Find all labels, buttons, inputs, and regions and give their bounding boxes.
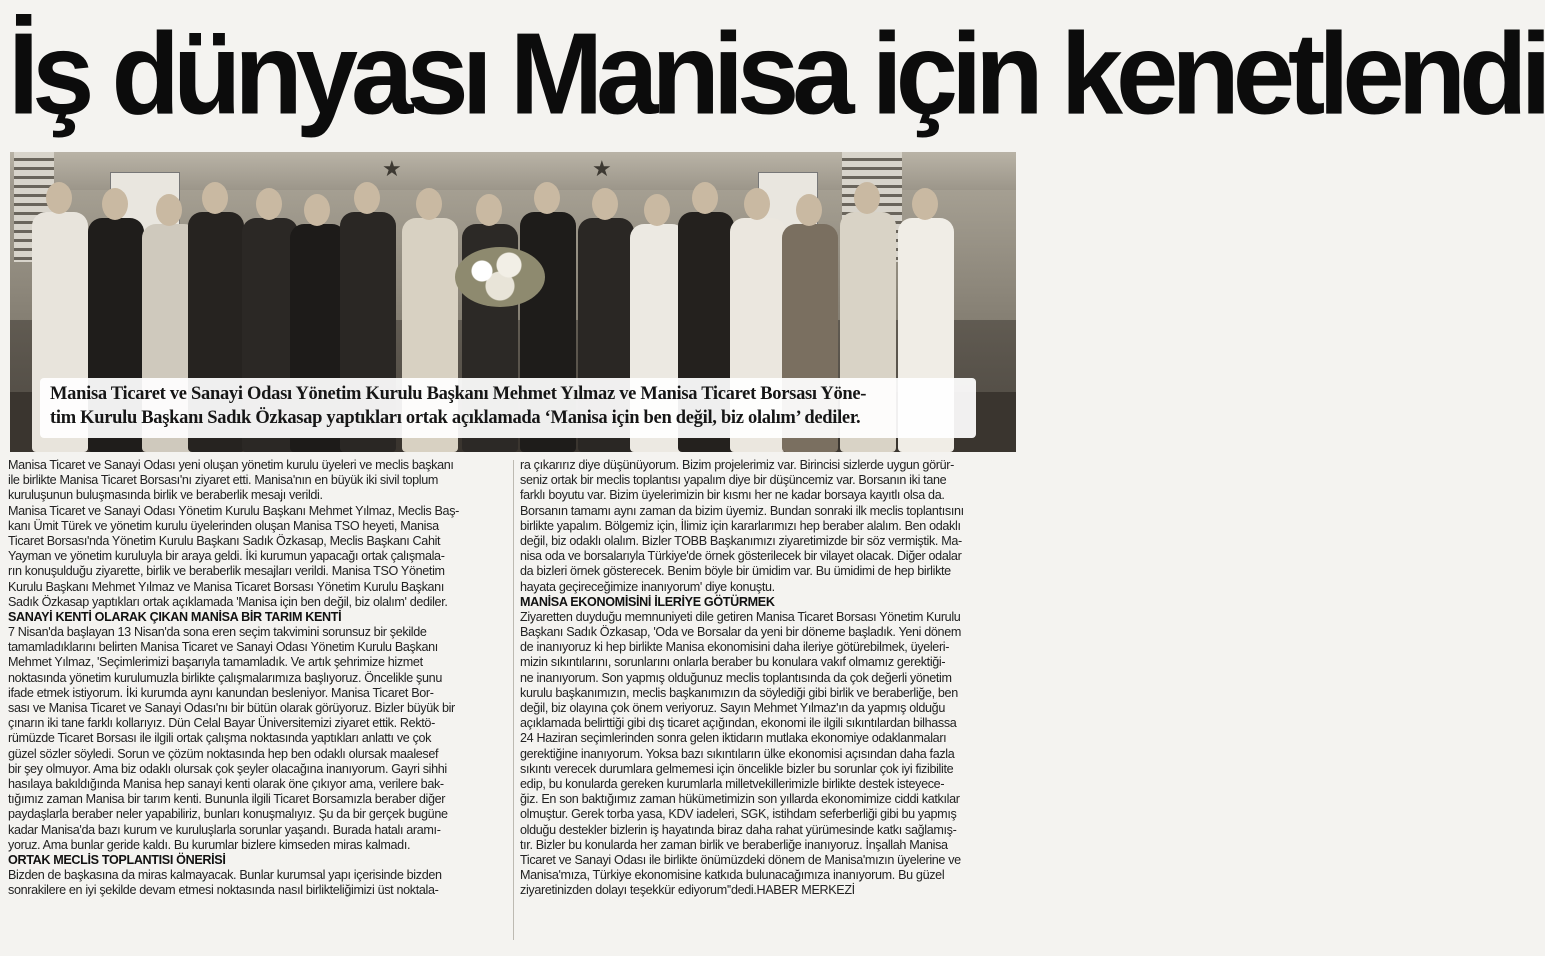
article-text-line: 7 Nisan'da başlayan 13 Nisan'da sona eren seçim takvimini sorunsuz bir şekilde [8,625,427,640]
article-subheading: ORTAK MECLİS TOPLANTISI ÖNERİSİ [8,852,226,867]
photo-person-head [796,194,822,226]
photo-person-head [156,194,182,226]
photo-person-head [476,194,502,226]
article-text-line: yoruz. Ama bunlar geride kaldı. Bu kurumlar bizlere kimseden miras kalmadı. [8,837,411,852]
article-text-line: Ziyaretten duyduğu memnuniyeti dile getiren Manisa Ticaret Borsası Yönetim Kurulu [520,609,961,624]
article-text-line: tamamladıklarını belirten Manisa Ticaret ve Sanayi Odası Yönetim Kurulu Başkanı [8,640,438,655]
photo-person-head [592,188,618,220]
caption-line: tim Kurulu Başkanı Sadık Özkasap yaptıkları ortak açıklamada ‘Manisa için ben değil, biz olalım’ dediler. [50,408,861,428]
photo-star-decoration: ★ [382,156,402,181]
article-text-line: nisa oda ve borsalarıyla Türkiye'de örnek gösterilecek bir vilayet olacak. Diğer odalar [520,549,962,564]
article-text-line: ne inanıyorum. Son yapmış olduğunuz meclis toplantısında da çok değerli yönetim [520,670,952,685]
photo-person-head [912,188,938,220]
photo-caption [40,378,976,438]
article-text-line: olmuştur. Gerek torba yasa, KDV iadeleri, SGK, istihdam seferberliği gibi bu yapmış [520,807,957,822]
headline: İş dünyası Manisa için kenetlendi [8,8,1545,139]
article-text-line: ğiz. En son baktığımız zaman hükümetimizin son yıllarda ekonomimize ciddi katkılar [520,792,960,807]
photo-person-head [644,194,670,226]
article-text-line: edip, bu konularda gereken kurumlarla milletvekillerimizle birlikte destek isteyece- [520,776,945,791]
article-column-left [8,458,508,898]
article-text-line: Ticaret Borsası'nda Yönetim Kurulu Başkanı Sadık Özkasap, Meclis Başkanı Cahit [8,533,441,548]
article-text-line: tığımız zaman Manisa bir tarım kenti. Bununla ilgili Ticaret Borsamızla beraber diğer [8,792,446,807]
photo-person-head [416,188,442,220]
article-text-line: kanı Ümit Türek ve yönetim kurulu üyelerinden oluşan Manisa TSO heyeti, Manisa [8,518,439,533]
article-text-line: Sadık Özkasap yaptıkları ortak açıklamada 'Manisa için ben değil, biz olalım' dediler. [8,594,448,609]
article-column-right [520,458,1018,898]
article-text-line: Kurulu Başkanı Mehmet Yılmaz ve Manisa Ticaret Borsası Yönetim Kurulu Başkanı [8,579,444,594]
article-text-line: değil, biz olayına çok önem veriyoruz. Sayın Mehmet Yılmaz'ın da yapmış olduğu [520,701,945,715]
article-text-line: açıklamada belirttiği gibi dış ticaret açığından, ekonomi ile ilgili sıkıntılardan bilhassa [520,716,957,731]
article-text-line: rümüzde Ticaret Borsası ile ilgili ortak çalışma noktasında yaptıkları anlattı ve çok [8,731,432,746]
photo-person-head [854,182,880,214]
article-text-line: sonrakilere en iyi şekilde devam etmesi noktasında nasıl birlikteliğimizi üst noktala- [8,883,439,898]
article-text-line: Bizden de başkasına da miras kalmayacak. Bunlar kurumsal yapı içerisinde bizden [8,868,442,883]
article-text-line: güzel sözler söyledi. Sorun ve çözüm noktasında hep ben odaklı olursak maalesef [8,746,439,761]
article-text-line: birlikte yapalım. Bölgemiz için, İlimiz için kararlarımızı hep beraber alalım. Ben odaklı [520,518,961,533]
article-text-line: kuruluşunun buluşmasında birlik ve beraberlik mesajı verildi. [8,488,323,503]
article-text-line: gerektiğine inanıyorum. Yoksa bazı sıkıntıların ülke ekonomisi açısından daha fazla [520,746,955,761]
article-text-line: bir şey olmuyor. Ama biz odaklı olursak çok şeyler olacağına inanıyorum. Gayri sihhi [8,761,447,776]
article-text-line: ifade etmek istiyorum. İki kurumda aynı kanundan besleniyor. Manisa Ticaret Bor- [8,685,434,700]
article-text-line: Borsanın tamamı aynı zaman da bizim üyemiz. Bundan sonraki ilk meclis toplantısını [520,503,964,518]
article-text-line: rın konuşulduğu ziyarette, birlik ve beraberlik mesajları verildi. Manisa TSO Yönetim [8,564,445,579]
photo-person-head [304,194,330,226]
article-text-line: da bizleri örnek gösterecek. Benim böyle bir ümidim var. Bu ümidimi de hep birlikte [520,564,951,579]
article-text-line: değil, biz odaklı olalım. Bizler TOBB Başkanımızı ziyaretimizde bir söz vermiştik. Ma- [520,533,962,548]
photo-person-head [202,182,228,214]
article-text-line: noktasında yönetim kurulumuzla birlikte çalışmalarımıza başlıyoruz. Öncelikle şunu [8,670,442,685]
article-text-line: paydaşlarla beraber neler yapabiliriz, bunları konuşmalıyız. Şu da bir gerçek bugüne [8,807,448,822]
article-text-line: Manisa Ticaret ve Sanayi Odası yeni oluşan yönetim kurulu üyeleri ve meclis başkanı [8,458,454,472]
article-text-line: 24 Haziran seçimlerinden sonra gelen iktidarın mutlaka ekonomiye odaklanmaları [520,731,947,746]
article-text-line: ile birlikte Manisa Ticaret Borsası'nı ziyaret etti. Manisa'nın en büyük iki sivil toplum [8,473,439,488]
photo-person-head [354,182,380,214]
article-text-line: Manisa'mıza, Türkiye ekonomisine katkıda bulunacağımıza inanıyorum. Bu güzel [520,868,945,883]
article-text-line: hayata geçireceğimize inanıyorum' diye konuştu. [520,579,775,594]
photo-person-head [46,182,72,214]
article-text-line: Manisa Ticaret ve Sanayi Odası Yönetim Kurulu Başkanı Mehmet Yılmaz, Meclis Baş- [8,503,459,518]
column-divider [513,460,514,940]
article-text-line: seniz ortak bir meclis toplantısı yapalım diye bir düşüncemiz var. Borsanın iki tane [520,473,947,488]
article-subheading: MANİSA EKONOMİSİNİ İLERİYE GÖTÜRMEK [520,594,775,609]
article-text-line: tır. Bizler bu konularda her zaman birlik ve beraberliğe inanıyoruz. İnşallah Manisa [520,837,948,852]
photo-person-head [692,182,718,214]
article-text-line: kadar Manisa'da bazı kurum ve kuruluşlarla sorunlar yaşandı. Burada hatalı aramı- [8,822,441,837]
article-text-line: sası ve Manisa Ticaret ve Sanayi Odası'nı bir bütün olarak görüyoruz. Bizler büyük bir [8,701,455,715]
article-text-line: Ticaret ve Sanayi Odası ile birlikte önümüzdeki dönem de Manisa'mızın üyelerine ve [520,852,961,867]
article-text-line: olduğu destekler bizlerin iş hayatında biraz daha rahat yürümesinde katkı sağlamış- [520,822,957,837]
photo-person-head [534,182,560,214]
article-text-line: hasılaya bakıldığında Manisa hep sanayi kenti olarak öne çıkıyor ama, verilere bak- [8,776,444,791]
article-text-line: de inanıyoruz ki hep birlikte Manisa ekonomisini daha ileriye götürebilmek, üyeleri- [520,640,950,655]
article-text-line: Mehmet Yılmaz, 'Seçimlerimizi başarıyla tamamladık. Ve artık şehrimize hizmet [8,655,423,670]
article-text-line: Başkanı Sadık Özkasap, 'Oda ve Borsalar da yeni bir döneme başladık. Yeni dönem [520,625,961,640]
photo-flower-bouquet [455,247,545,307]
photo-person-head [256,188,282,220]
article-text-line: farklı boyutu var. Bizim üyelerimizin bir kısmı her ne kadar borsaya kayıtlı olsa da. [520,488,945,503]
article-text-line: kurulu başkanımızın, meclis başkanımızın da söylediği gibi birlik ve beraberliğe, ben [520,685,958,700]
article-text-line: sıkıntı verecek durumlara gelmemesi için öncelikle bizler bu sorunlar çok iyi fizibilite [520,761,954,776]
article-subheading: SANAYİ KENTİ OLARAK ÇIKAN MANİSA BİR TARIM KENTİ [8,609,342,624]
photo-person-head [102,188,128,220]
article-text-line: mizin sıkıntılarını, sorunlarını onlarla beraber bu konulara vakıf olmamız gerektiği- [520,655,946,670]
photo-person-head [744,188,770,220]
photo-star-decoration: ★ [592,156,612,181]
article-text-line: çınarın iki tane farklı kollarıyız. Dün Celal Bayar Üniversitemizi ziyaret ettik. Rektö- [8,716,435,731]
article-text-line: Yayman ve yönetim kuruluyla bir araya geldi. İki kurumun yapacağı ortak çalışmala- [8,549,445,564]
caption-line: Manisa Ticaret ve Sanayi Odası Yönetim Kurulu Başkanı Mehmet Yılmaz ve Manisa Ticaret Borsası Yöne- [50,384,867,404]
article-text-line: ra çıkarırız diye düşünüyorum. Bizim projelerimiz var. Birincisi sizlerde uygun görür- [520,458,954,472]
article-text-line: ziyaretinizden dolayı teşekkür ediyorum''dedi.HABER MERKEZİ [520,883,855,898]
